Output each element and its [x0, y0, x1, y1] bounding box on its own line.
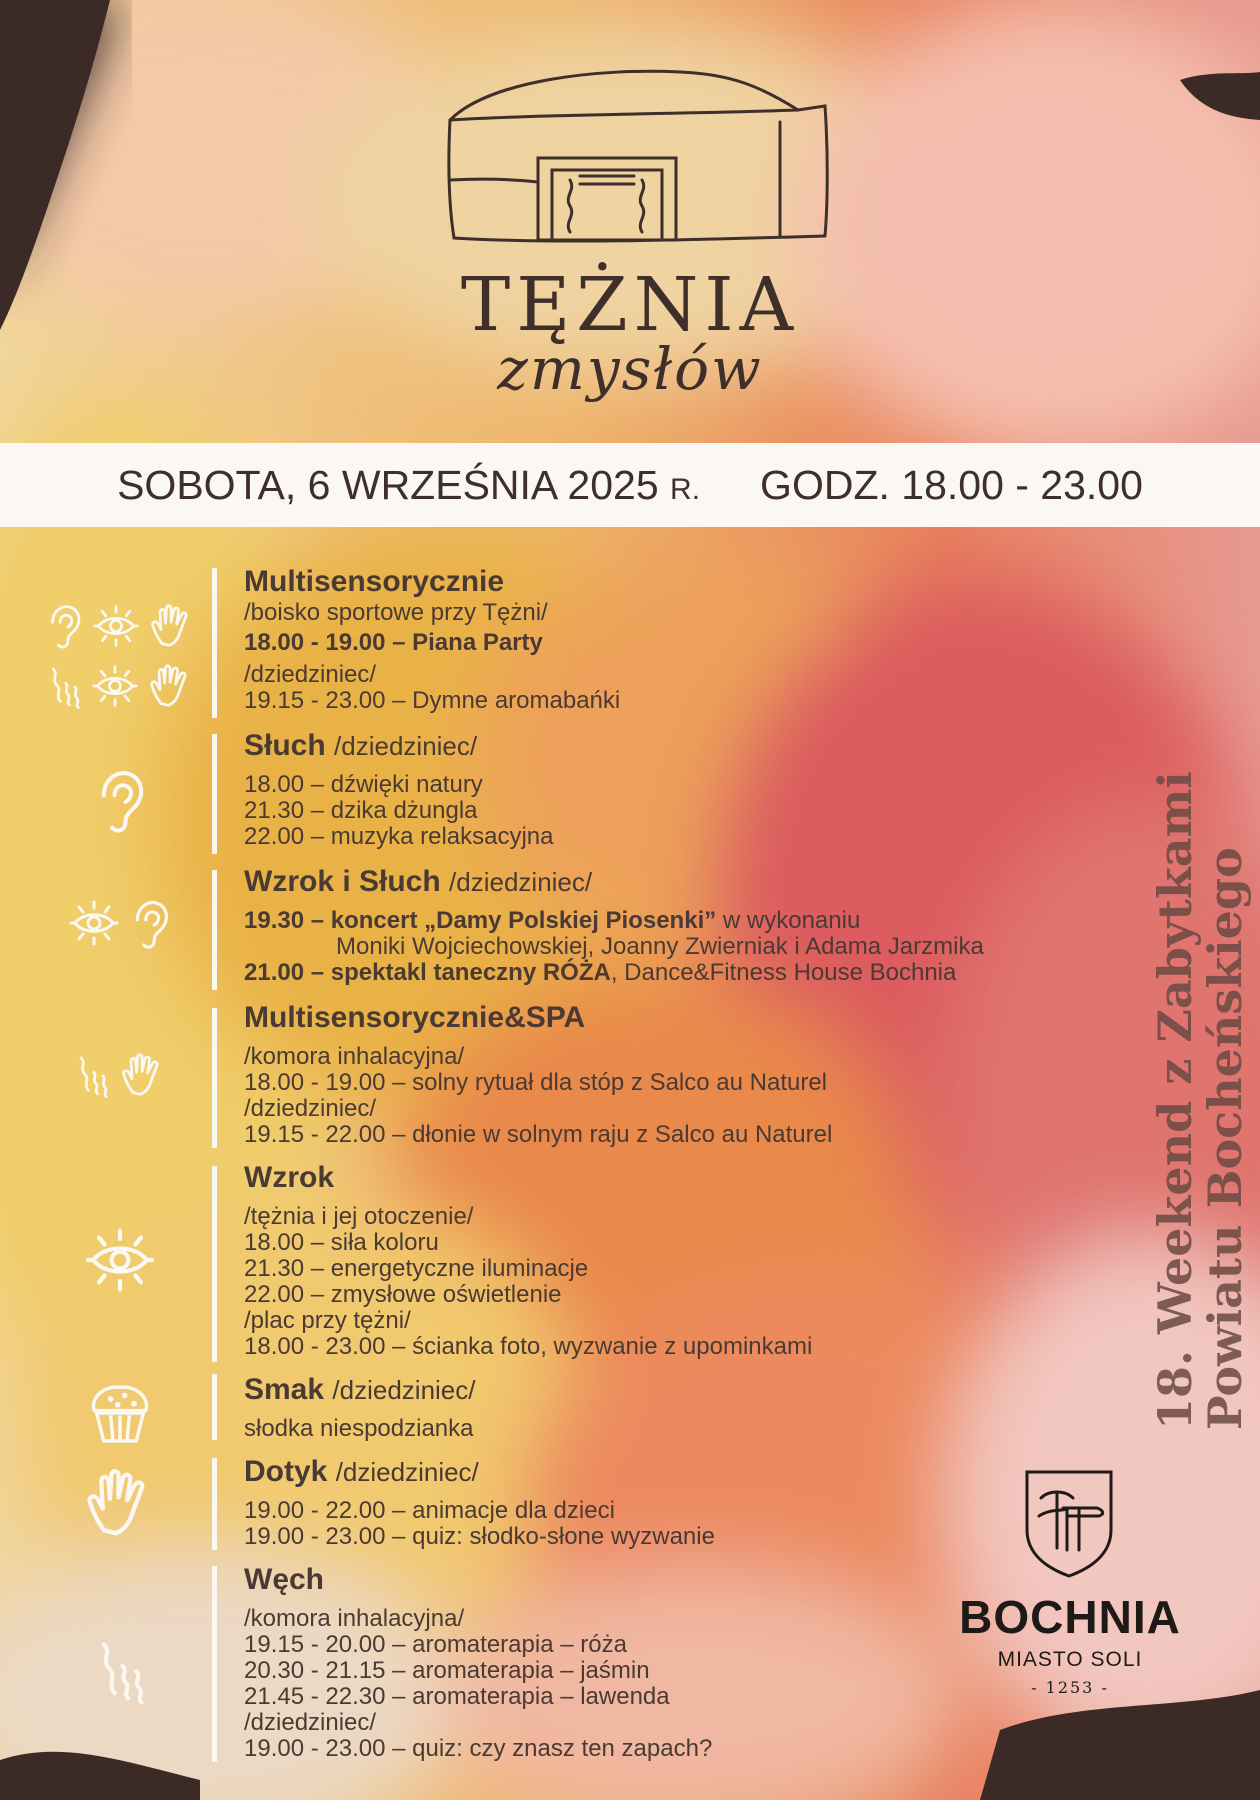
- icon-row: [69, 898, 171, 952]
- hand-icon: [149, 603, 195, 651]
- location: /dziedziniec/: [244, 1095, 377, 1122]
- schedule-item: 21.45 - 22.30 – aromaterapia – lawenda: [244, 1683, 670, 1710]
- brand-name: BOCHNIA: [959, 1591, 1181, 1643]
- section-divider: [212, 734, 217, 854]
- section-content: [244, 728, 1144, 850]
- eye-icon: [85, 1225, 155, 1295]
- section-content: [244, 564, 1144, 714]
- side-banner: [1150, 771, 1250, 1430]
- icon-row: [46, 663, 194, 709]
- section-divider: [212, 1166, 217, 1362]
- ear-icon: [45, 603, 83, 651]
- section-divider: [212, 1008, 217, 1148]
- location: /tężnia i jej otoczenie/: [244, 1203, 474, 1230]
- section-content: [244, 1454, 1144, 1550]
- section-divider: [212, 1566, 217, 1762]
- graduation-tower-logo: [430, 60, 850, 260]
- heading-text: Wzrok i Słuch: [244, 865, 441, 898]
- schedule-item: słodka niespodzianka: [244, 1415, 474, 1442]
- schedule-item: 22.00 – muzyka relaksacyjna: [244, 823, 554, 850]
- muffin-icon: [85, 1378, 155, 1448]
- section-heading: Węch: [244, 1563, 325, 1596]
- event-title: TĘŻNIA: [460, 262, 800, 348]
- schedule-item: 22.00 – zmysłowe oświetlenie: [244, 1281, 562, 1308]
- section-icons: [40, 870, 200, 980]
- heading-text: Słuch: [244, 729, 326, 762]
- schedule-item: 18.00 – siła koloru: [244, 1229, 439, 1256]
- section-icons: [40, 1020, 200, 1130]
- heading-text: Smak: [244, 1373, 325, 1406]
- hand-icon: [84, 1467, 156, 1539]
- section-content: [244, 1160, 1144, 1360]
- section-heading: [244, 1454, 1144, 1490]
- schedule-item: 21.30 – energetyczne iluminacje: [244, 1255, 589, 1282]
- smell-icon: [74, 1052, 110, 1098]
- section-icons: [40, 1200, 200, 1320]
- section-heading: [244, 728, 1144, 764]
- schedule-item: Moniki Wojciechowskiej, Joanny Zwierniak i Adama Jarzmika: [336, 933, 984, 960]
- section-divider: [212, 1374, 217, 1440]
- schedule-item: 18.00 - 23.00 – ścianka foto, wyzwanie z upominkami: [244, 1333, 813, 1360]
- event-year-suffix: R.: [670, 472, 701, 506]
- section-heading: Multisensorycznie: [244, 565, 505, 598]
- location: /dziedziniec/: [244, 1709, 377, 1736]
- schedule-item: 20.30 - 21.15 – aromaterapia – jaśmin: [244, 1657, 650, 1684]
- heading-location: /dziedziniec/: [332, 1375, 476, 1405]
- schedule-item: 19.15 - 22.00 – dłonie w solnym raju z Salco au Naturel: [244, 1121, 833, 1148]
- eye-icon: [93, 603, 139, 651]
- icon-row: [74, 1052, 166, 1098]
- section-divider: [212, 568, 217, 718]
- heading-location: /dziedziniec/: [449, 867, 593, 897]
- schedule-item: 21.30 – dzika dżungla: [244, 797, 478, 824]
- schedule-item: 18.00 - 19.00 – solny rytuał dla stóp z Salco au Naturel: [244, 1069, 828, 1096]
- hand-icon: [120, 1052, 166, 1098]
- location: /komora inhalacyjna/: [244, 1043, 465, 1070]
- section-icons: [40, 1368, 200, 1458]
- event-day: SOBOTA, 6 WRZEŚNIA: [117, 461, 557, 508]
- section-heading: [244, 1372, 1144, 1408]
- event-hours: GODZ. 18.00 - 23.00: [760, 461, 1143, 508]
- location: /boisko sportowe przy Tężni/: [244, 599, 548, 626]
- section-icons: [40, 732, 200, 872]
- section-content: [244, 864, 1144, 986]
- bochnia-crest-icon: [1021, 1468, 1117, 1578]
- section-icons: [40, 1610, 200, 1730]
- smell-icon: [46, 663, 82, 709]
- heading-text: Dotyk: [244, 1455, 328, 1488]
- schedule-item: 19.00 - 22.00 – animacje dla dzieci: [244, 1497, 615, 1524]
- ear-icon: [129, 898, 171, 952]
- date-band: [0, 443, 1260, 527]
- location: /dziedziniec/: [244, 661, 377, 688]
- eye-icon: [92, 663, 138, 709]
- schedule-item: 19.15 - 23.00 – Dymne aromabańki: [244, 687, 621, 714]
- side-banner-line1: 18. Weekend z Zabytkami: [1148, 771, 1202, 1430]
- schedule-item: 21.00 – spektakl taneczny RÓŻA, Dance&Fitness House Bochnia: [244, 959, 957, 986]
- hand-icon: [148, 663, 194, 709]
- section-heading: [244, 864, 1144, 900]
- event-date: [117, 462, 700, 509]
- smell-icon: [93, 1634, 147, 1706]
- section-content: [244, 1372, 1144, 1442]
- schedule-item: 19.00 - 23.00 – quiz: czy znasz ten zapach?: [244, 1735, 713, 1762]
- location: /komora inhalacyjna/: [244, 1605, 465, 1632]
- section-divider: [212, 870, 217, 990]
- event-year: 2025: [567, 461, 659, 508]
- eye-icon: [69, 898, 119, 952]
- schedule-item: 19.30 – koncert „Damy Polskiej Piosenki” w wykonaniu: [244, 907, 861, 934]
- schedule-item: 19.15 - 20.00 – aromaterapia – róża: [244, 1631, 627, 1658]
- section-heading: Multisensorycznie&SPA: [244, 1001, 586, 1034]
- section-content: [244, 1000, 1144, 1148]
- side-banner-line2: Powiatu Bocheńskiego: [1198, 847, 1252, 1430]
- event-subtitle: zmysłów: [497, 335, 763, 403]
- schedule-item: 18.00 – dźwięki natury: [244, 771, 483, 798]
- ear-icon: [93, 767, 147, 837]
- brand-tagline: MIASTO SOLI: [997, 1648, 1143, 1671]
- icon-row: [45, 603, 195, 651]
- brand-year: - 1253 -: [1031, 1678, 1109, 1697]
- section-divider: [212, 1458, 217, 1550]
- section-icons: [40, 596, 200, 716]
- heading-location: /dziedziniec/: [335, 1457, 479, 1487]
- schedule-item: 18.00 - 19.00 – Piana Party: [244, 629, 543, 656]
- schedule-item: 19.00 - 23.00 – quiz: słodko-słone wyzwanie: [244, 1523, 715, 1550]
- heading-location: /dziedziniec/: [334, 731, 478, 761]
- section-icons: [40, 1458, 200, 1548]
- section-heading: Wzrok: [244, 1161, 334, 1194]
- location: /plac przy tężni/: [244, 1307, 411, 1334]
